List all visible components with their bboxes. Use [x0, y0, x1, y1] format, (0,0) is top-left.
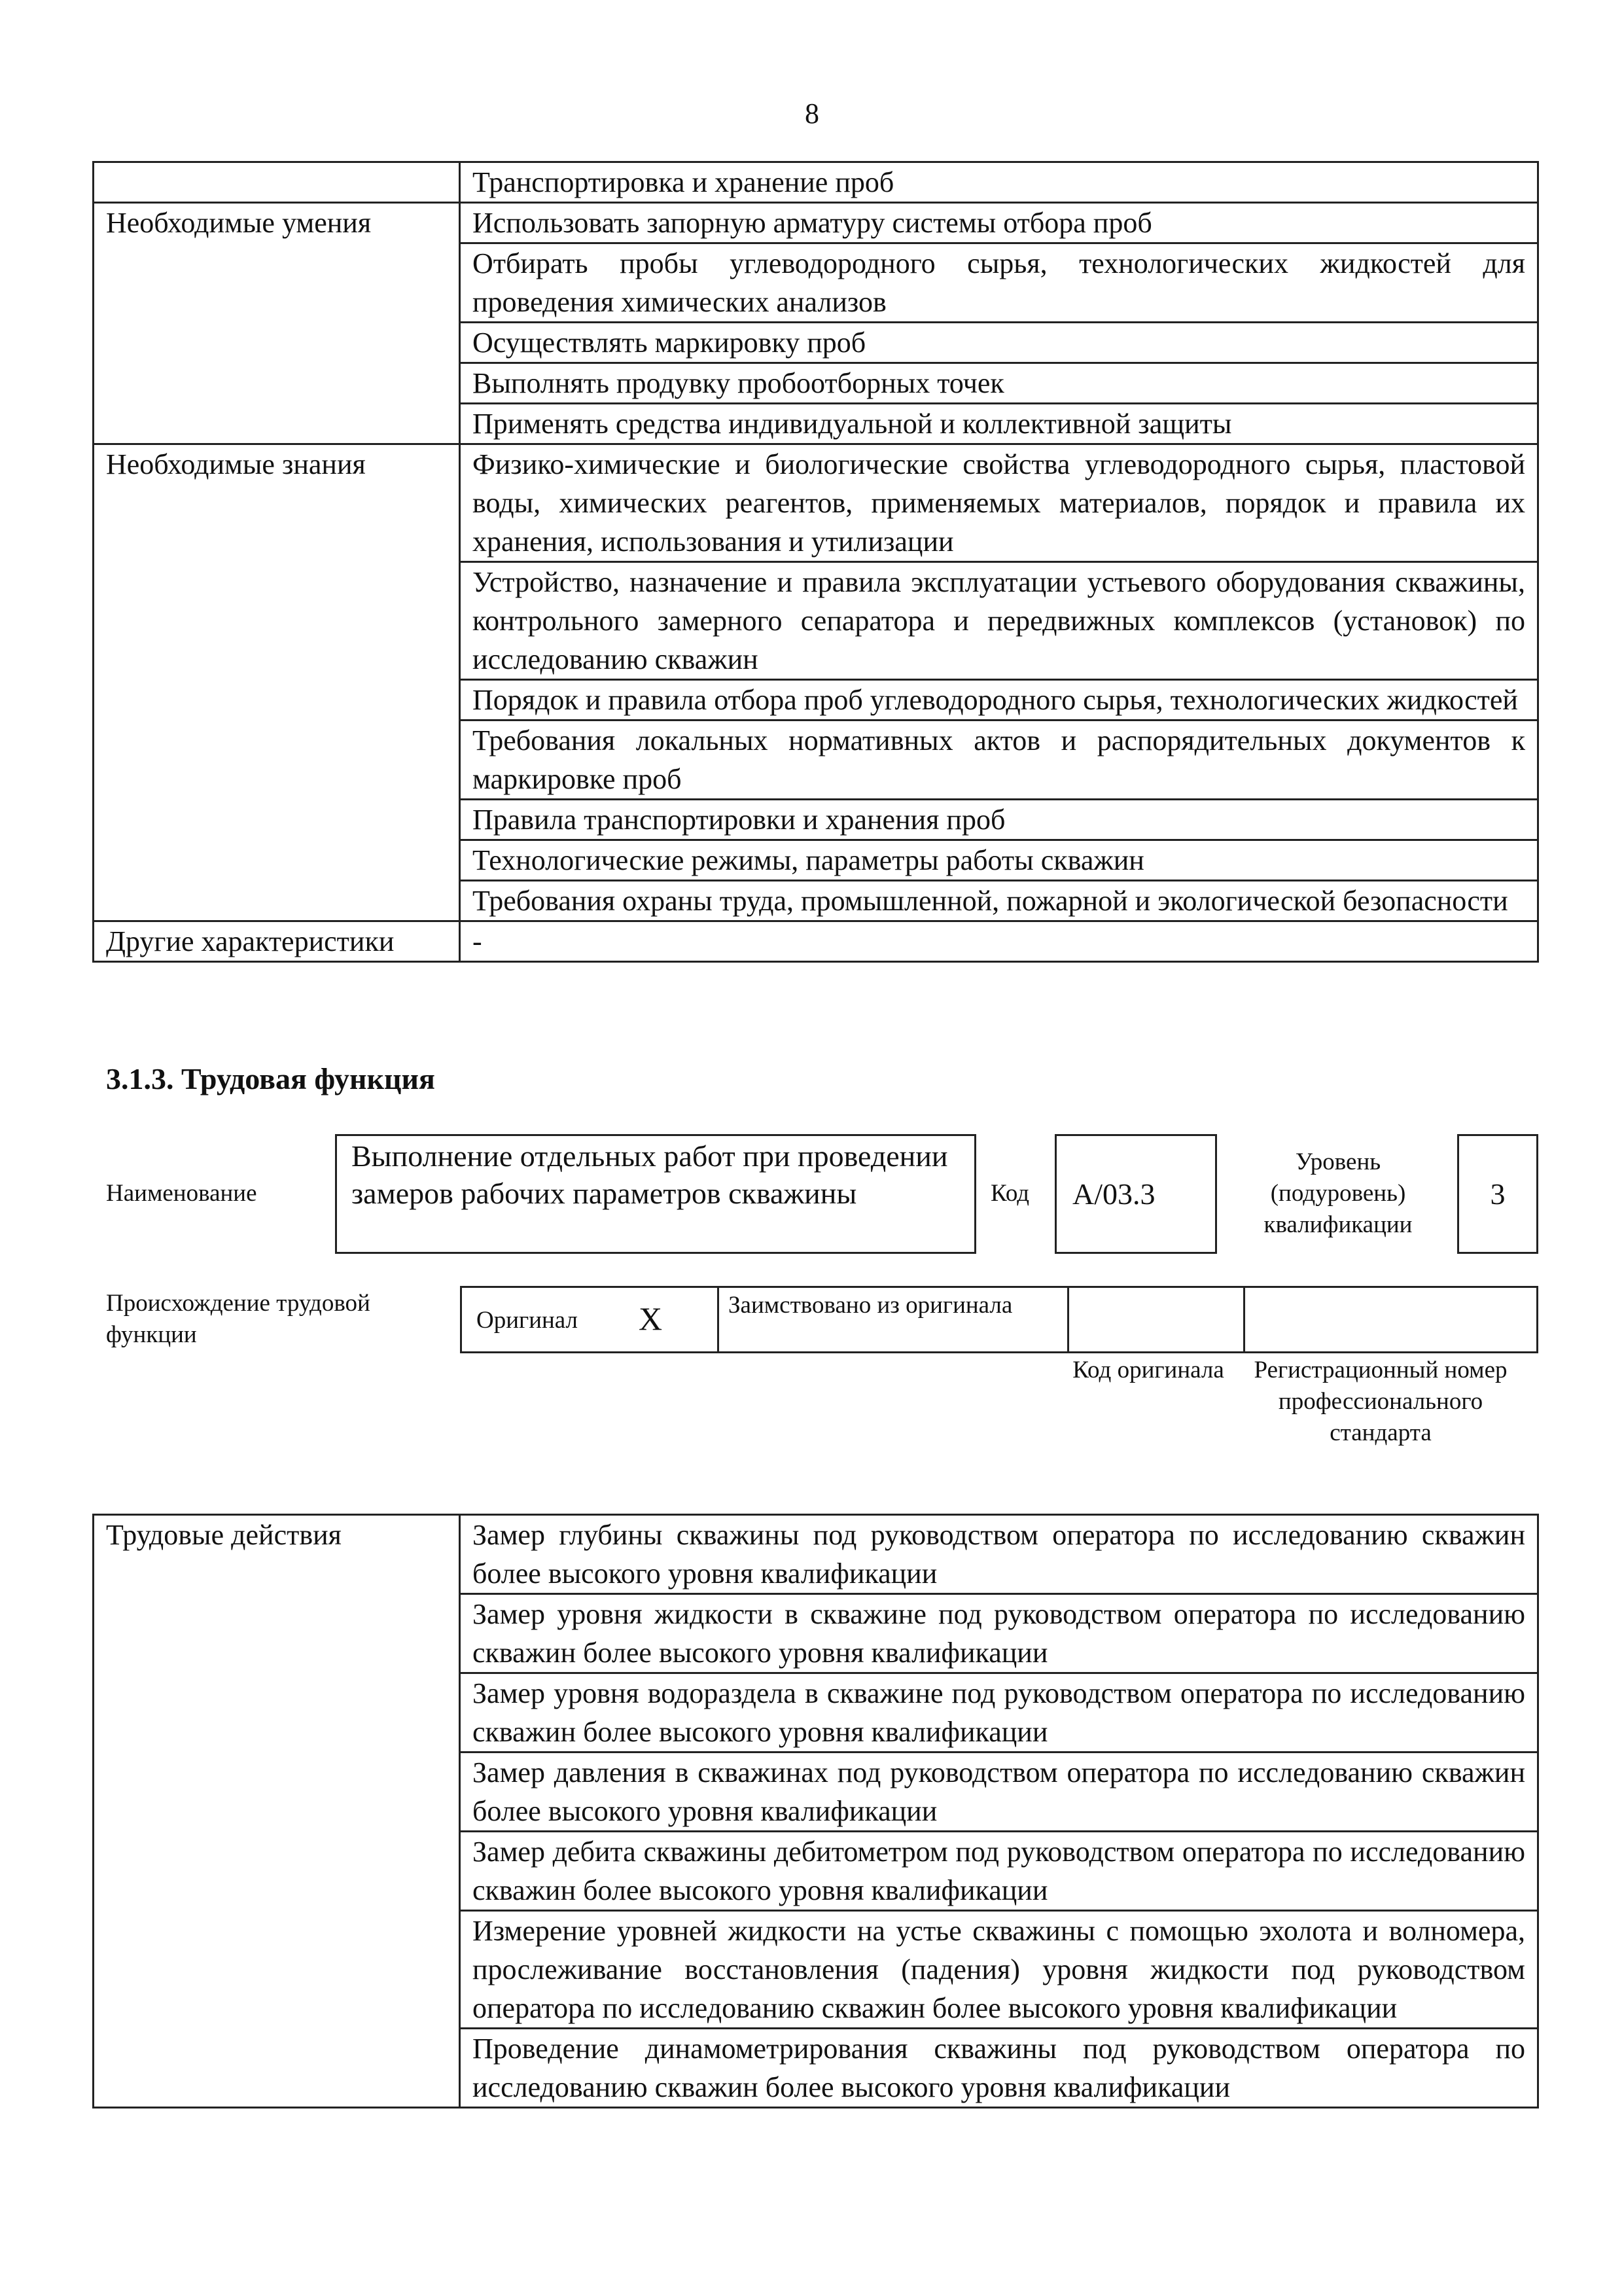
- origin-row: [460, 1286, 1538, 1353]
- row-text: Правила транспортировки и хранения проб: [460, 800, 1538, 840]
- level-value: 3: [1490, 1177, 1506, 1211]
- row-text: Замер дебита скважины дебитометром под руководством оператора по исследованию скважин более высокого уровня квалификации: [460, 1832, 1538, 1911]
- name-value: Выполнение отдельных работ при проведении замеров рабочих параметров скважины: [351, 1139, 948, 1210]
- section-heading: 3.1.3. Трудовая функция: [106, 1062, 435, 1095]
- level-label-line-3: квалификации: [1263, 1211, 1413, 1238]
- origin-original-text: Оригинал: [476, 1307, 578, 1334]
- row-label-skills: Необходимые умения: [94, 203, 460, 444]
- name-value-box: [335, 1134, 976, 1254]
- row-text: Использовать запорную арматуру системы отбора проб: [460, 203, 1538, 243]
- row-text: Отбирать пробы углеводородного сырья, технологических жидкостей для проведения химических анализов: [460, 243, 1538, 323]
- row-text: Порядок и правила отбора проб углеводородного сырья, технологических жидкостей: [460, 680, 1538, 721]
- origin-label: Происхождение трудовой функции: [106, 1290, 370, 1348]
- level-label-line-2: (подуровень): [1270, 1180, 1406, 1207]
- level-value-box: [1457, 1134, 1538, 1254]
- row-text: Выполнять продувку пробоотборных точек: [460, 363, 1538, 404]
- origin-borrowed-cell: [719, 1288, 1069, 1351]
- origin-borrowed-text: Заимствовано из оригинала: [728, 1292, 1013, 1319]
- row-label-knowledge: Необходимые знания: [94, 444, 460, 921]
- row-text: Требования охраны труда, промышленной, пожарной и экологической безопасности: [460, 881, 1538, 921]
- row-label-other: Другие характеристики: [94, 921, 460, 962]
- row-text: Замер глубины скважины под руководством оператора по исследованию скважин более высокого уровня квалификации: [460, 1515, 1538, 1594]
- code-label: Код: [991, 1180, 1030, 1207]
- origin-reg-cell: [1245, 1288, 1536, 1351]
- origin-original-mark: X: [639, 1300, 663, 1337]
- origin-original-cell: [462, 1288, 719, 1351]
- row-text: Осуществлять маркировку проб: [460, 323, 1538, 363]
- row-text: Физико-химические и биологические свойства углеводородного сырья, пластовой воды, химических реагентов, применяемых материалов, порядок и правила их хранения, использования и утилизации: [460, 444, 1538, 562]
- row-text: Требования локальных нормативных актов и распорядительных документов к маркировке проб: [460, 721, 1538, 800]
- origin-code-cell: [1069, 1288, 1245, 1351]
- row-text: -: [460, 921, 1538, 962]
- row-text: Технологические режимы, параметры работы скважин: [460, 840, 1538, 881]
- row-text: Применять средства индивидуальной и коллективной защиты: [460, 404, 1538, 444]
- origin-code-caption: Код оригинала: [1072, 1357, 1224, 1383]
- level-label: [1230, 1147, 1446, 1241]
- code-value-box: [1055, 1134, 1217, 1254]
- row-text: Замер уровня жидкости в скважине под руководством оператора по исследованию скважин более высокого уровня квалификации: [460, 1594, 1538, 1673]
- page-number: 8: [805, 98, 819, 130]
- row-text: Измерение уровней жидкости на устье скважины с помощью эхолота и волномера, прослеживание восстановления (падения) уровня жидкости под руководством оператора по исследованию скважин более высокого уровня квалификации: [460, 1911, 1538, 2029]
- level-label-line-1: Уровень: [1295, 1148, 1381, 1175]
- row-text: Транспортировка и хранение проб: [460, 162, 1538, 203]
- table-row: [94, 1515, 1538, 1594]
- table-row: [94, 162, 1538, 203]
- row-text: Замер давления в скважинах под руководством оператора по исследованию скважин более высокого уровня квалификации: [460, 1752, 1538, 1832]
- requirements-table: [92, 161, 1539, 963]
- origin-reg-caption: Регистрационный номер профессионального стандарта: [1254, 1357, 1508, 1446]
- row-text: Проведение динамометрирования скважины под руководством оператора по исследованию скважин более высокого уровня квалификации: [460, 2029, 1538, 2108]
- code-value: А/03.3: [1072, 1177, 1156, 1211]
- row-text: Замер уровня водораздела в скважине под руководством оператора по исследованию скважин более высокого уровня квалификации: [460, 1673, 1538, 1752]
- actions-table: [92, 1514, 1539, 2108]
- table-row: [94, 203, 1538, 243]
- table-row: [94, 921, 1538, 962]
- row-label: [94, 162, 460, 203]
- row-text: Устройство, назначение и правила эксплуатации устьевого оборудования скважины, контрольного замерного сепаратора и передвижных комплексов (установок) по исследованию скважин: [460, 562, 1538, 680]
- table-row: [94, 444, 1538, 562]
- name-label: Наименование: [106, 1180, 257, 1207]
- row-label-actions: Трудовые действия: [94, 1515, 460, 2108]
